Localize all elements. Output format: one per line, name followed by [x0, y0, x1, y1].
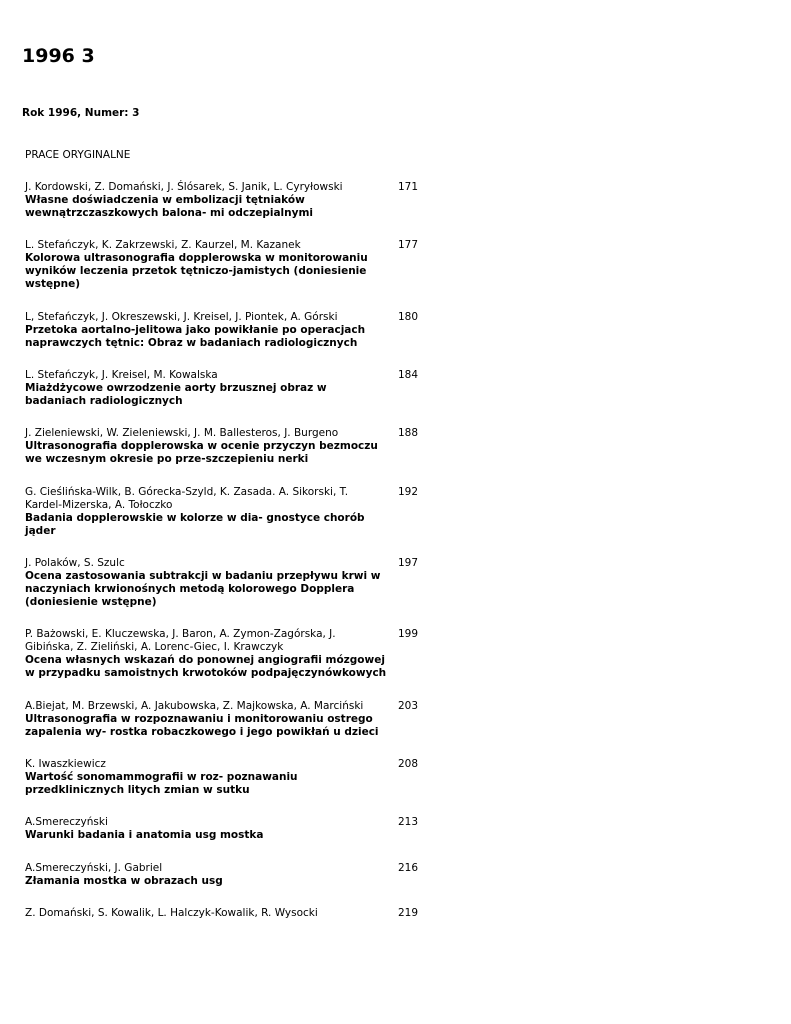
entry-title-link[interactable]: Przetoka aortalno-jelitowa jako powikłanie po operacjach naprawczych tętnic: Obraz w badaniach radiologicznych — [25, 324, 366, 349]
toc-entry — [25, 181, 421, 220]
entry-authors: P. Bażowski, E. Kluczewska, J. Baron, A. Zymon-Zagórska, J. Gibińska, Z. Zieliński, A. Lorenc-Giec, I. Krawczyk — [25, 628, 336, 653]
toc-entry — [25, 907, 421, 920]
toc-entry — [25, 427, 421, 466]
entry-authors: J. Zieleniewski, W. Zieleniewski, J. M. Ballesteros, J. Burgeno — [25, 427, 339, 439]
entry-authors: L. Stefańczyk, K. Zakrzewski, Z. Kaurzel, M. Kazanek — [25, 239, 301, 251]
entry-title-link[interactable]: Ultrasonografia w rozpoznawaniu i monitorowaniu ostrego zapalenia wy- rostka robaczkowego i jego powikłań u dzieci — [25, 713, 379, 738]
entry-page-number: 171 — [398, 181, 419, 193]
entry-authors: J. Polaków, S. Szulc — [25, 557, 125, 569]
entry-title-link[interactable]: Ocena własnych wskazań do ponownej angiografii mózgowej w przypadku samoistnych krwotoków podpajęczynówkowych — [25, 654, 387, 679]
toc-entry — [25, 311, 421, 350]
entry-page-number: 219 — [398, 907, 419, 919]
issue-subtitle: Rok 1996, Numer: 3 — [22, 107, 140, 119]
entry-page-number: 216 — [398, 862, 419, 874]
toc-entry — [25, 758, 421, 797]
entry-authors: A.Biejat, M. Brzewski, A. Jakubowska, Z. Majkowska, A. Marciński — [25, 700, 364, 712]
entry-title-link[interactable]: Miażdżycowe owrzodzenie aorty brzusznej obraz w badaniach radiologicznych — [25, 382, 327, 407]
section-heading: PRACE ORYGINALNE — [25, 149, 131, 161]
entry-page-number: 180 — [398, 311, 419, 323]
toc-entry — [25, 557, 421, 609]
entry-authors: L, Stefańczyk, J. Okreszewski, J. Kreisel, J. Piontek, A. Górski — [25, 311, 338, 323]
entry-authors: G. Cieślińska-Wilk, B. Górecka-Szyld, K. Zasada. A. Sikorski, T. Kardel-Mizerska, A. Tołoczko — [25, 486, 349, 511]
entry-page-number: 213 — [398, 816, 419, 828]
entry-page-number: 188 — [398, 427, 419, 439]
issue-title: 1996 3 — [22, 45, 95, 67]
entry-page-number: 177 — [398, 239, 419, 251]
entry-authors: L. Stefańczyk, J. Kreisel, M. Kowalska — [25, 369, 218, 381]
entry-page-number: 208 — [398, 758, 419, 770]
entry-authors: J. Kordowski, Z. Domański, J. Ślósarek, S. Janik, L. Cyryłowski — [25, 181, 343, 193]
toc-entry — [25, 700, 421, 739]
toc-entry — [25, 816, 421, 842]
entry-authors: K. Iwaszkiewicz — [25, 758, 106, 770]
entry-page-number: 199 — [398, 628, 419, 640]
toc-entry — [25, 862, 421, 888]
entry-page-number: 184 — [398, 369, 419, 381]
toc-entry — [25, 239, 421, 291]
toc-entry — [25, 486, 421, 538]
entry-page-number: 203 — [398, 700, 419, 712]
entry-title-link[interactable]: Wartość sonomammografii w roz- poznawaniu przedklinicznych litych zmian w sutku — [25, 771, 298, 796]
entry-title-link[interactable]: Złamania mostka w obrazach usg — [25, 875, 223, 887]
entry-page-number: 197 — [398, 557, 419, 569]
entry-authors: Z. Domański, S. Kowalik, L. Halczyk-Kowalik, R. Wysocki — [25, 907, 318, 919]
entry-authors: A.Smereczyński — [25, 816, 108, 828]
entry-authors: A.Smereczyński, J. Gabriel — [25, 862, 163, 874]
entry-title-link[interactable]: Kolorowa ultrasonografia dopplerowska w monitorowaniu wyników leczenia przetok tętniczo-jamistych (doniesienie wstępne) — [25, 252, 368, 290]
entry-title-link[interactable]: Ultrasonografia dopplerowska w ocenie przyczyn bezmoczu we wczesnym okresie po prze-szczepieniu nerki — [25, 440, 378, 465]
toc-entry — [25, 628, 421, 680]
entry-title-link[interactable]: Badania dopplerowskie w kolorze w dia- gnostyce chorób jąder — [25, 512, 365, 537]
entry-title-link[interactable]: Warunki badania i anatomia usg mostka — [25, 829, 264, 841]
entry-title-link[interactable]: Ocena zastosowania subtrakcji w badaniu przepływu krwi w naczyniach krwionośnych metodą kolorowego Dopplera (doniesienie wstępne) — [25, 570, 381, 608]
entry-title-link[interactable]: Własne doświadczenia w embolizacji tętniaków wewnątrzczaszkowych balona- mi odczepialnymi — [25, 194, 314, 219]
entry-page-number: 192 — [398, 486, 419, 498]
toc-entry — [25, 369, 421, 408]
